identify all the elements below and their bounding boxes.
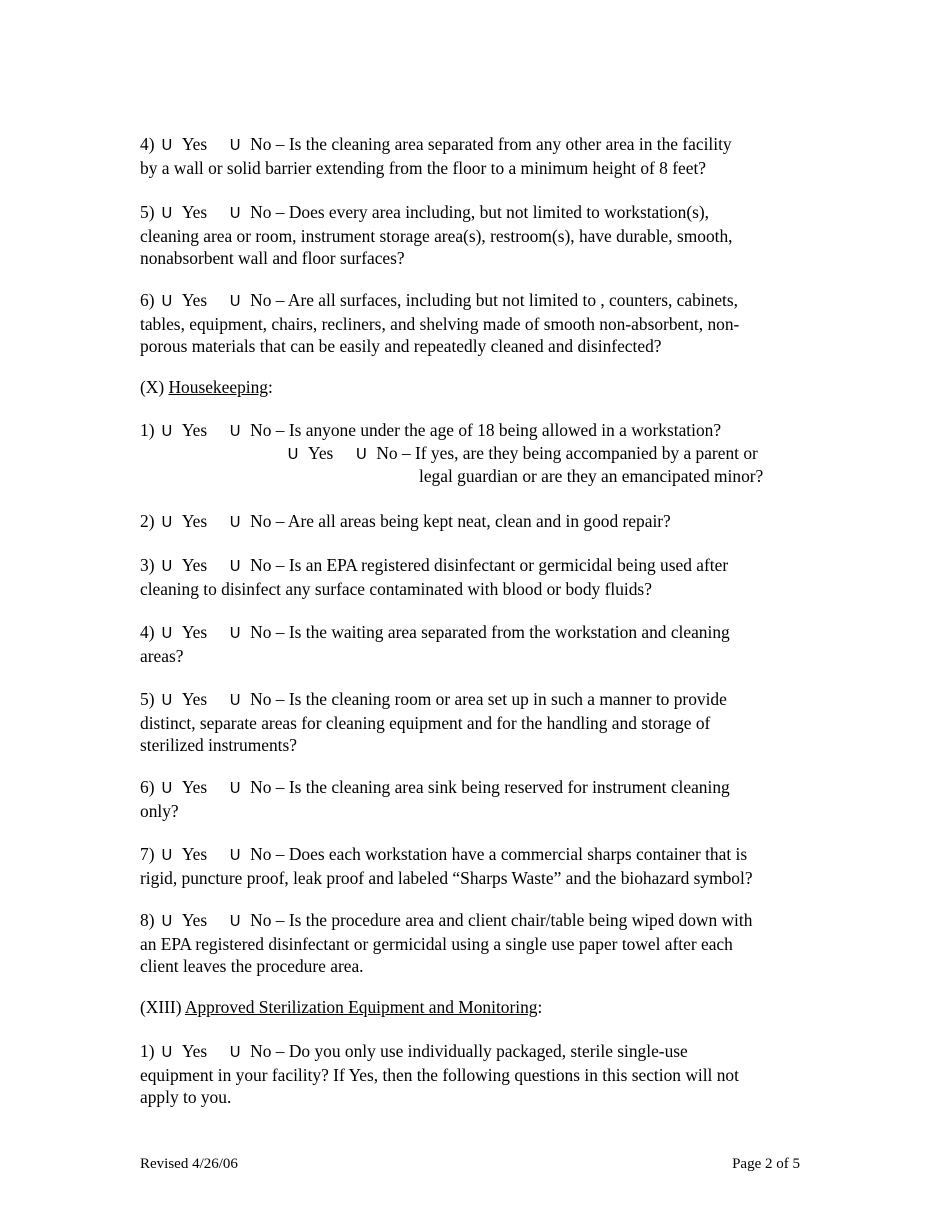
yes-checkbox[interactable]: U: [161, 422, 173, 440]
question-5-durable-surfaces: 5) U Yes U No – Does every area including, but not limited to workstation(s), cleaning area or room, instrument storage area(s), restroom(s), have durable, smooth, nonabsorbent wall and floor surfaces?: [140, 202, 733, 268]
question-x7-sharps-container: 7) U Yes U No – Does each workstation have a commercial sharps container that is rigid, puncture proof, leak proof and labeled “Sharps Waste” and the biohazard symbol?: [140, 844, 753, 888]
yes-checkbox[interactable]: U: [161, 624, 173, 642]
question-6-smooth-surfaces: 6) U Yes U No – Are all surfaces, including but not limited to , counters, cabinets, tables, equipment, chairs, recliners, and shelving made of smooth non-absorbent, non- porous materials that can be easily and repeatedly cleaned and disinfected?: [140, 290, 740, 356]
no-checkbox[interactable]: U: [229, 846, 241, 864]
yes-checkbox[interactable]: U: [161, 136, 173, 154]
yes-checkbox[interactable]: U: [161, 846, 173, 864]
question-x5-cleaning-room-setup: 5) U Yes U No – Is the cleaning room or area set up in such a manner to provide distinct, separate areas for cleaning equipment and for the handling and storage of sterilized instruments?: [140, 689, 727, 755]
question-xiii1-single-use-equipment: 1) U Yes U No – Do you only use individually packaged, sterile single-use equipment in your facility? If Yes, then the following questions in this section will not apply to you.: [140, 1041, 739, 1107]
section-heading-sterilization: (XIII) Approved Sterilization Equipment and Monitoring:: [140, 997, 543, 1017]
no-checkbox[interactable]: U: [229, 691, 241, 709]
yes-checkbox[interactable]: U: [161, 557, 173, 575]
no-checkbox[interactable]: U: [229, 513, 241, 531]
no-checkbox[interactable]: U: [229, 136, 241, 154]
yes-checkbox[interactable]: U: [161, 292, 173, 310]
no-checkbox[interactable]: U: [229, 912, 241, 930]
yes-checkbox[interactable]: U: [161, 691, 173, 709]
question-x8-procedure-area-wiped: 8) U Yes U No – Is the procedure area and client chair/table being wiped down with an EPA registered disinfectant or germicidal using a single use paper towel after each client leaves the procedure area.: [140, 910, 753, 976]
question-x6-sink-reserved: 6) U Yes U No – Is the cleaning area sink being reserved for instrument cleaning only?: [140, 777, 730, 821]
question-4-cleaning-area-separated: 4) U Yes U No – Is the cleaning area separated from any other area in the facility by a wall or solid barrier extending from the floor to a minimum height of 8 feet?: [140, 134, 732, 178]
yes-checkbox[interactable]: U: [161, 912, 173, 930]
yes-checkbox[interactable]: U: [287, 445, 299, 463]
question-x2-neat-clean: 2) U Yes U No – Are all areas being kept neat, clean and in good repair?: [140, 510, 820, 534]
yes-checkbox[interactable]: U: [161, 1043, 173, 1061]
yes-checkbox[interactable]: U: [161, 779, 173, 797]
no-checkbox[interactable]: U: [229, 624, 241, 642]
question-x4-waiting-area: 4) U Yes U No – Is the waiting area separated from the workstation and cleaning areas?: [140, 622, 730, 666]
footer-revised-date: Revised 4/26/06: [140, 1156, 238, 1172]
no-checkbox[interactable]: U: [355, 445, 367, 463]
sub-question-continuation: legal guardian or are they an emancipated minor?: [419, 466, 764, 486]
no-checkbox[interactable]: U: [229, 292, 241, 310]
no-checkbox[interactable]: U: [229, 1043, 241, 1061]
yes-checkbox[interactable]: U: [161, 204, 173, 222]
question-x3-epa-disinfectant: 3) U Yes U No – Is an EPA registered disinfectant or germicidal being used after cleaning to disinfect any surface contaminated with blood or body fluids?: [140, 555, 729, 599]
yes-checkbox[interactable]: U: [161, 513, 173, 531]
question-x1-under-18: 1) U Yes U No – Is anyone under the age of 18 being allowed in a workstation?: [140, 419, 820, 443]
no-checkbox[interactable]: U: [229, 422, 241, 440]
sub-question-accompanied: U Yes U No – If yes, are they being accompanied by a parent or: [285, 442, 758, 466]
no-checkbox[interactable]: U: [229, 204, 241, 222]
footer-page-number: Page 2 of 5: [732, 1156, 800, 1172]
no-checkbox[interactable]: U: [229, 779, 241, 797]
section-heading-housekeeping: (X) Housekeeping:: [140, 377, 273, 397]
no-checkbox[interactable]: U: [229, 557, 241, 575]
